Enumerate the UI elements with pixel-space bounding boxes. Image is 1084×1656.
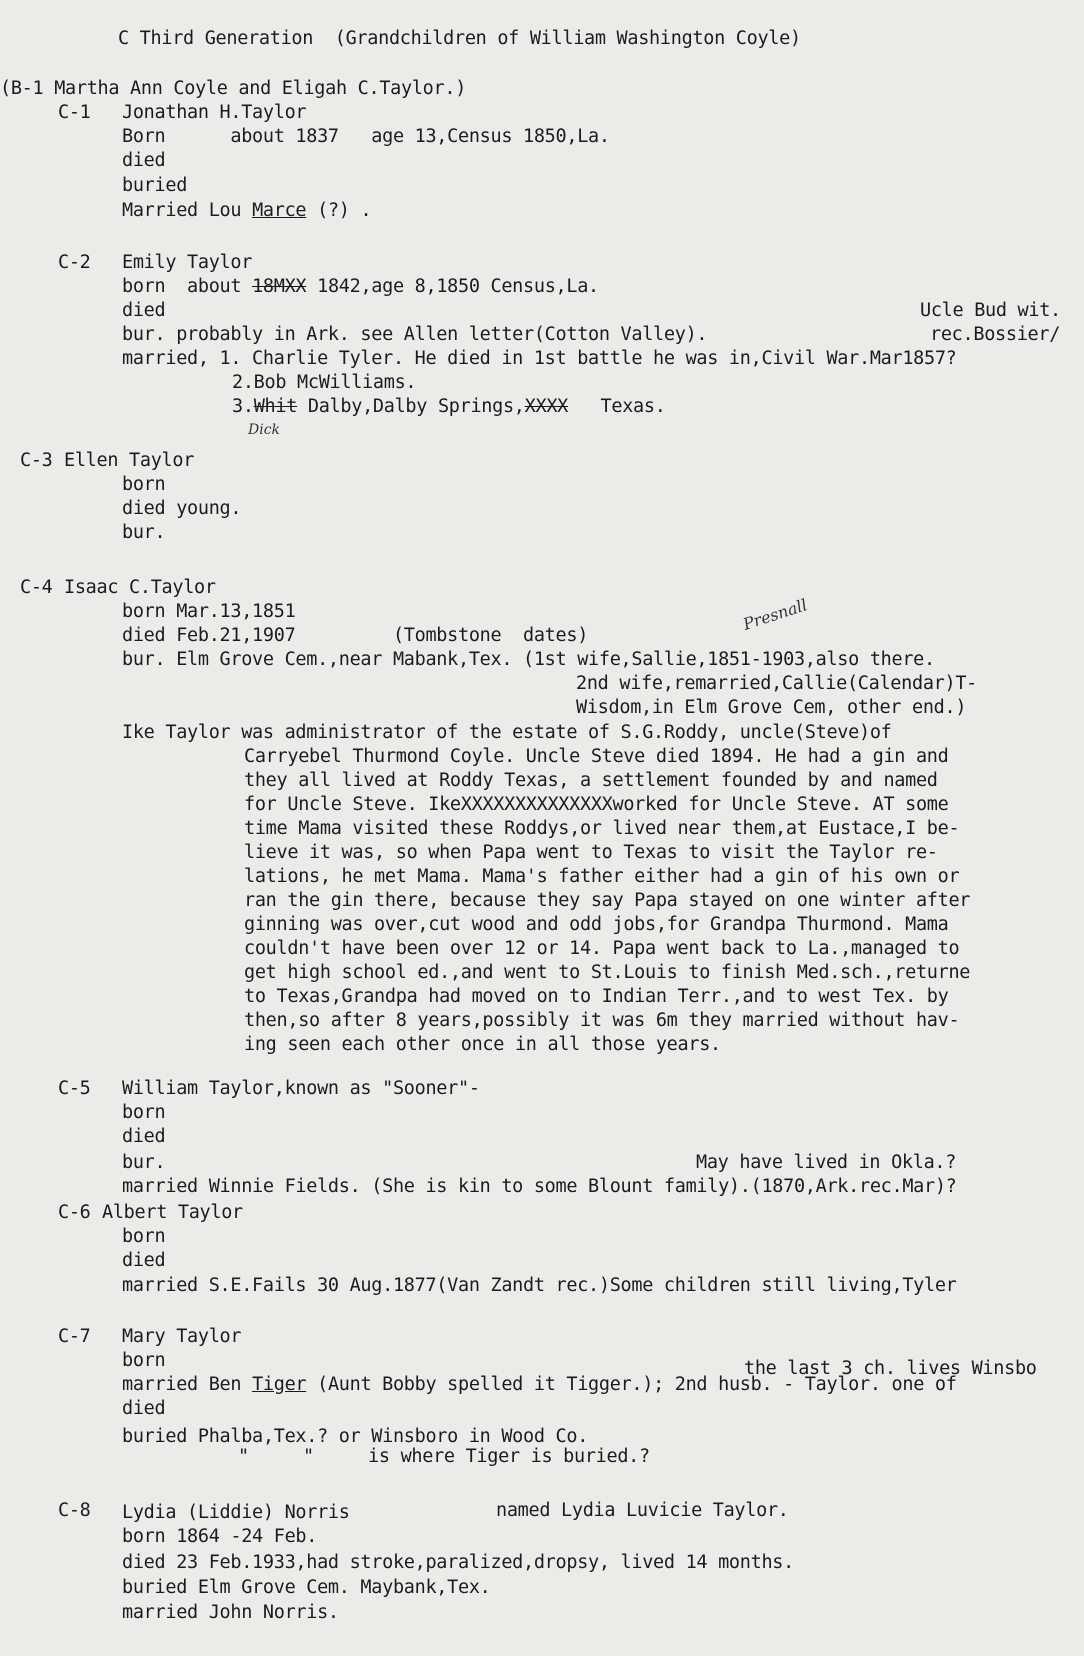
c3-id: C-3 [20, 450, 53, 471]
c2-born-strike: 18MXX [252, 276, 307, 297]
c3-bur: bur. [122, 522, 166, 543]
c5-married: married Winnie Fields. (She is kin to some Blount family).(1870,Ark.rec.Mar)? [122, 1176, 957, 1197]
c1-married-c: (?) . [306, 200, 372, 221]
c4-born: born Mar.13,1851 [122, 601, 296, 622]
c5-bur: bur. [122, 1152, 166, 1173]
c4-bur: bur. Elm Grove Cem.,near Mabank,Tex. (1st wife,Sallie,1851-1903,also there. [122, 649, 935, 670]
parents-line: (B-1 Martha Ann Coyle and Eligah C.Taylor.) [0, 78, 467, 99]
c5-name: William Taylor,known as "Sooner"- [122, 1078, 480, 1099]
c7-married-c: (Aunt Bobby spelled it Tigger.); 2nd husb. - Taylor. one of [306, 1374, 957, 1395]
handwritten-presnall: Presnall [740, 595, 810, 634]
c8-married: married John Norris. [122, 1602, 339, 1623]
c1-married-a: Married Lou [122, 200, 253, 221]
c2-side-note-1: Ucle Bud wit. [920, 300, 1061, 321]
c4-para-line: ginning was over,cut wood and odd jobs,for Grandpa Thurmond. Mama [244, 914, 949, 935]
c4-para-line: couldn't have been over 12 or 14. Papa went back to La.,managed to [244, 938, 960, 959]
c6-name: Albert Taylor [102, 1202, 243, 1223]
c5-side-note: May have lived in Okla.? [696, 1152, 957, 1173]
c7-married-surname: Tiger [252, 1374, 307, 1395]
page-title: C Third Generation (Grandchildren of William Washington Coyle) [118, 28, 801, 49]
c4-para-line: time Mama visited these Roddys,or lived near them,at Eustace,I be- [244, 818, 960, 839]
c7-id: C-7 [58, 1326, 91, 1347]
c4-para-line: Ike Taylor was administrator of the estate of S.G.Roddy, uncle(Steve)of [122, 722, 892, 743]
c2-side-note-2: rec.Bossier/ [930, 324, 1061, 345]
c3-born: born [122, 474, 166, 495]
c6-born: born [122, 1226, 166, 1247]
c3-name: Ellen Taylor [64, 450, 195, 471]
c4-para-line: ran the gin there, because they say Papa stayed on one winter after [244, 890, 971, 911]
c8-buried: buried Elm Grove Cem. Maybank,Tex. [122, 1577, 491, 1598]
c4-para-line: ing seen each other once in all those years. [244, 1034, 721, 1055]
c6-died: died [122, 1250, 166, 1271]
c4-para-line: they all lived at Roddy Texas, a settlement founded by and named [244, 770, 938, 791]
c4-para-line: get high school ed.,and went to St.Louis to finish Med.sch.,returne [244, 962, 971, 983]
c1-married-surname: Marce [252, 200, 307, 221]
c2-id: C-2 [58, 252, 91, 273]
c1-buried: buried [122, 175, 188, 196]
c4-para-line: lieve it was, so when Papa went to Texas to visit the Taylor re- [244, 842, 938, 863]
c4-para-line: lations, he met Mama. Mama's father either had a gin of his own or [244, 866, 960, 887]
c8-died: died 23 Feb.1933,had stroke,paralized,dropsy, lived 14 months. [122, 1552, 794, 1573]
c8-born: born 1864 -24 Feb. [122, 1526, 318, 1547]
handwritten-dick: Dick [248, 422, 281, 438]
c2-name: Emily Taylor [122, 252, 253, 273]
c1-born: Born about 1837 age 13,Census 1850,La. [122, 126, 610, 147]
c4-para-line: then,so after 8 years,possibly it was 6m they married without hav- [244, 1010, 960, 1031]
c2-born-b: 1842,age 8,1850 Census,La. [306, 276, 599, 297]
c2-m3-c: Texas. [568, 396, 666, 417]
c7-born: born [122, 1350, 166, 1371]
c1-died: died [122, 150, 166, 171]
c5-died: died [122, 1126, 166, 1147]
c7-died: died [122, 1398, 166, 1419]
c1-id: C-1 [58, 102, 91, 123]
c2-m3-b: Dalby,Dalby Springs, [297, 396, 525, 417]
c7-name: Mary Taylor [122, 1326, 242, 1347]
c2-born [122, 276, 599, 298]
c4-para-line: to Texas,Grandpa had moved on to Indian Terr.,and to west Tex. by [244, 986, 949, 1007]
c7-buried: buried Phalba,Tex.? or Winsboro in Wood Co. [122, 1426, 589, 1447]
c4-para-line: Carryebel Thurmond Coyle. Uncle Steve died 1894. He had a gin and [244, 746, 949, 767]
c1-married [122, 200, 371, 222]
c2-died: died [122, 300, 166, 321]
c5-born: born [122, 1102, 166, 1123]
c4-wife2-b: Wisdom,in Elm Grove Cem, other end.) [576, 697, 967, 718]
c4-died: died Feb.21,1907 (Tombstone dates) [122, 625, 589, 646]
c4-wife2-a: 2nd wife,remarried,Callie(Calendar)T- [576, 673, 978, 694]
c5-id: C-5 [58, 1078, 91, 1099]
c4-id: C-4 [20, 577, 53, 598]
c2-born-a: born about [122, 276, 253, 297]
c2-bur: bur. probably in Ark. see Allen letter(Cotton Valley). [122, 324, 708, 345]
c8-name: Lydia (Liddie) Norris [122, 1502, 350, 1523]
c7-side-note: the last 3 ch. lives Winsbo [744, 1358, 1037, 1379]
c7-married [122, 1374, 957, 1396]
c2-m3-a: 3. [232, 396, 254, 417]
c2-married: married, 1. Charlie Tyler. He died in 1st battle he was in,Civil War.Mar1857? [122, 348, 957, 369]
c8-named: named Lydia Luvicie Taylor. [496, 1500, 789, 1521]
c7-buried-2: " " is where Tiger is buried.? [238, 1446, 650, 1467]
c2-married-2: 2.Bob McWilliams. [232, 372, 417, 393]
c3-died: died young. [122, 498, 242, 519]
c2-married-3 [232, 396, 666, 418]
c8-id: C-8 [58, 1500, 91, 1521]
c1-name: Jonathan H.Taylor [122, 102, 307, 123]
c4-name: Isaac C.Taylor [64, 577, 216, 598]
c2-m3-strike2: XXXX [524, 396, 569, 417]
c7-married-a: married Ben [122, 1374, 253, 1395]
c6-married: married S.E.Fails 30 Aug.1877(Van Zandt rec.)Some children still living,Tyler [122, 1275, 957, 1296]
c2-m3-strike: Whit [253, 396, 298, 417]
c6-id: C-6 [58, 1202, 91, 1223]
c4-para-line: for Uncle Steve. IkeXXXXXXXXXXXXXXworked for Uncle Steve. AT some [244, 794, 949, 815]
